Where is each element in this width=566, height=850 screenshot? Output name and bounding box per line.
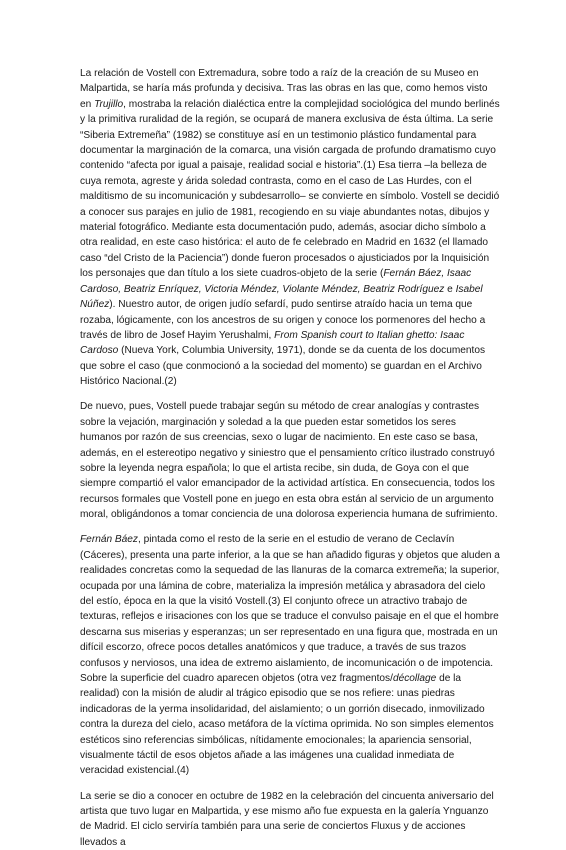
italic-text-span: Fernán Báez <box>80 534 138 546</box>
italic-text-span: Fernán Báez, Isaac Cardoso, Beatriz Enríquez, Victoria Méndez, Violante Méndez, Beatriz Rodríguez <box>80 268 472 295</box>
text-span: de la realidad) con la misión de aludir al trágico episodio que se nos refiere: unas piedras indicadoras de la yerma insolidaridad, del aislamiento; o un gorrión disecado, inmovilizado contra la dureza del cielo, acaso metáfora de la víctima oprimida. No son simples elementos estéticos sino referencias simbólicas, nítidamente emocionales; la apariencia sensorial, visualmente táctil de esos objetos añade a las imágenes una cualidad inmediata de veracidad existencial.(4) <box>80 673 494 777</box>
text-span: , pintada como el resto de la serie en el estudio de verano de Ceclavín (Cáceres), presenta una parte inferior, a la que se han añadido figuras y objetos que aluden a realidades concretas como la sequedad de las llanuras de la comarca extremeña; la superior, ocupada por una lámina de cobre, materializa la impresión metálica y abrasadora del cielo del estío, época en la que la visitó Vostell.(3) El conjunto ofrece un atractivo trabajo de texturas, reflejos e irisaciones con los que se traduce el convulso paisaje en el que el hombre descarna sus miserias y esperanzas; un ser representado en una figura que, mostrada en un difícil escorzo, ofrece pocos detalles anatómicos y que traduce, a través de sus trazos confusos y nerviosos, una idea de extremo aislamiento, de incomunicación o de impotencia. Sobre la superficie del cuadro aparecen objetos (otra vez fragmentos/ <box>80 534 500 685</box>
paragraph <box>80 532 500 779</box>
paragraph <box>80 789 500 850</box>
text-span: De nuevo, pues, Vostell puede trabajar según su método de crear analogías y contrastes sobre la vejación, marginación y soledad a la que pueden estar sometidos los seres humanos por razón de sus creencias, sexo o lugar de nacimiento. En este caso se basa, además, en el estereotipo negativo y siniestro que el pensamiento crítico ilustrado construyó sobre la leyenda negra española; lo que el artista recibe, sin duda, de Goya con el que siempre compartió el valor emancipador de la actividad artística. En consecuencia, todos los recursos formales que Vostell pone en juego en esta obra están al servicio de un argumento moral, obligándonos a tomar conciencia de una dolorosa experiencia humana de sufrimiento. <box>80 401 498 521</box>
italic-text-span: décollage <box>392 673 437 685</box>
italic-text-span: From Spanish court to Italian ghetto: Isaac Cardoso <box>80 329 465 357</box>
document-body <box>80 66 500 850</box>
text-span: ). Nuestro autor, de origen judío sefardí, pudo sentirse atraído hacia un tema que rozaba, lógicamente, con los ancestros de su origen y conoce los pormenores del hecho a través de libro de Josef Hayim Yerushalmi, <box>80 299 486 341</box>
text-span: La serie se dio a conocer en octubre de 1982 en la celebración del cincuenta aniversario del artista que tuvo lugar en Malpartida, y ese mismo año fue expuesta en la galería Ynguanzo de Madrid. El ciclo serviría también para una serie de conciertos Fluxus y de acciones llevados a <box>80 790 494 848</box>
text-span: (Nueva York, Columbia University, 1971), donde se da cuenta de los documentos que sobre el caso (que conmocionó a la sociedad del momento) se guardan en el Archivo Histórico Nacional.(2) <box>80 345 486 388</box>
italic-text-span: Isabel Núñez <box>80 283 483 311</box>
paragraph <box>80 66 500 390</box>
text-span: e <box>444 283 456 295</box>
text-span: , mostraba la relación dialéctica entre la complejidad sociológica del mundo berlinés y la primitiva ruralidad de la región, se ocupará de manera exclusiva de ésta última. La serie “Siberia Extremeña” (1982) se constituye así en un testimonio plástico fundamental para documentar la marginación de la comarca, una visión cargada de profundo dramatismo cuyo contenido “afecta por igual a paisaje, realidad social e historia”.(1) Esa tierra –la belleza de cuya remota, agreste y árida soledad contrasta, como en el caso de Las Hurdes, con el malditismo de su incomunicación y subdesarrollo– se convierte en símbolo. Vostell se decidió a conocer sus parajes en julio de 1981, recogiendo en su viaje abundantes notas, dibujos y material fotográfico. Mediante esta documentación pudo, además, asociar dicho símbolo a otra realidad, en este caso histórica: el auto de fe celebrado en Madrid en 1632 (el llamado caso “del Cristo de la Paciencia”) donde fueron procesados o ajusticiados por la Inquisición los personajes que dan título a los siete cuadros-objeto de la serie ( <box>80 98 500 280</box>
italic-text-span: Trujillo <box>94 98 124 110</box>
text-span: La relación de Vostell con Extremadura, sobre todo a raíz de la creación de su Museo en Malpartida, se haría más profunda y decisiva. Tras las obras en las que, como hemos visto en <box>80 68 488 110</box>
paragraph <box>80 399 500 522</box>
